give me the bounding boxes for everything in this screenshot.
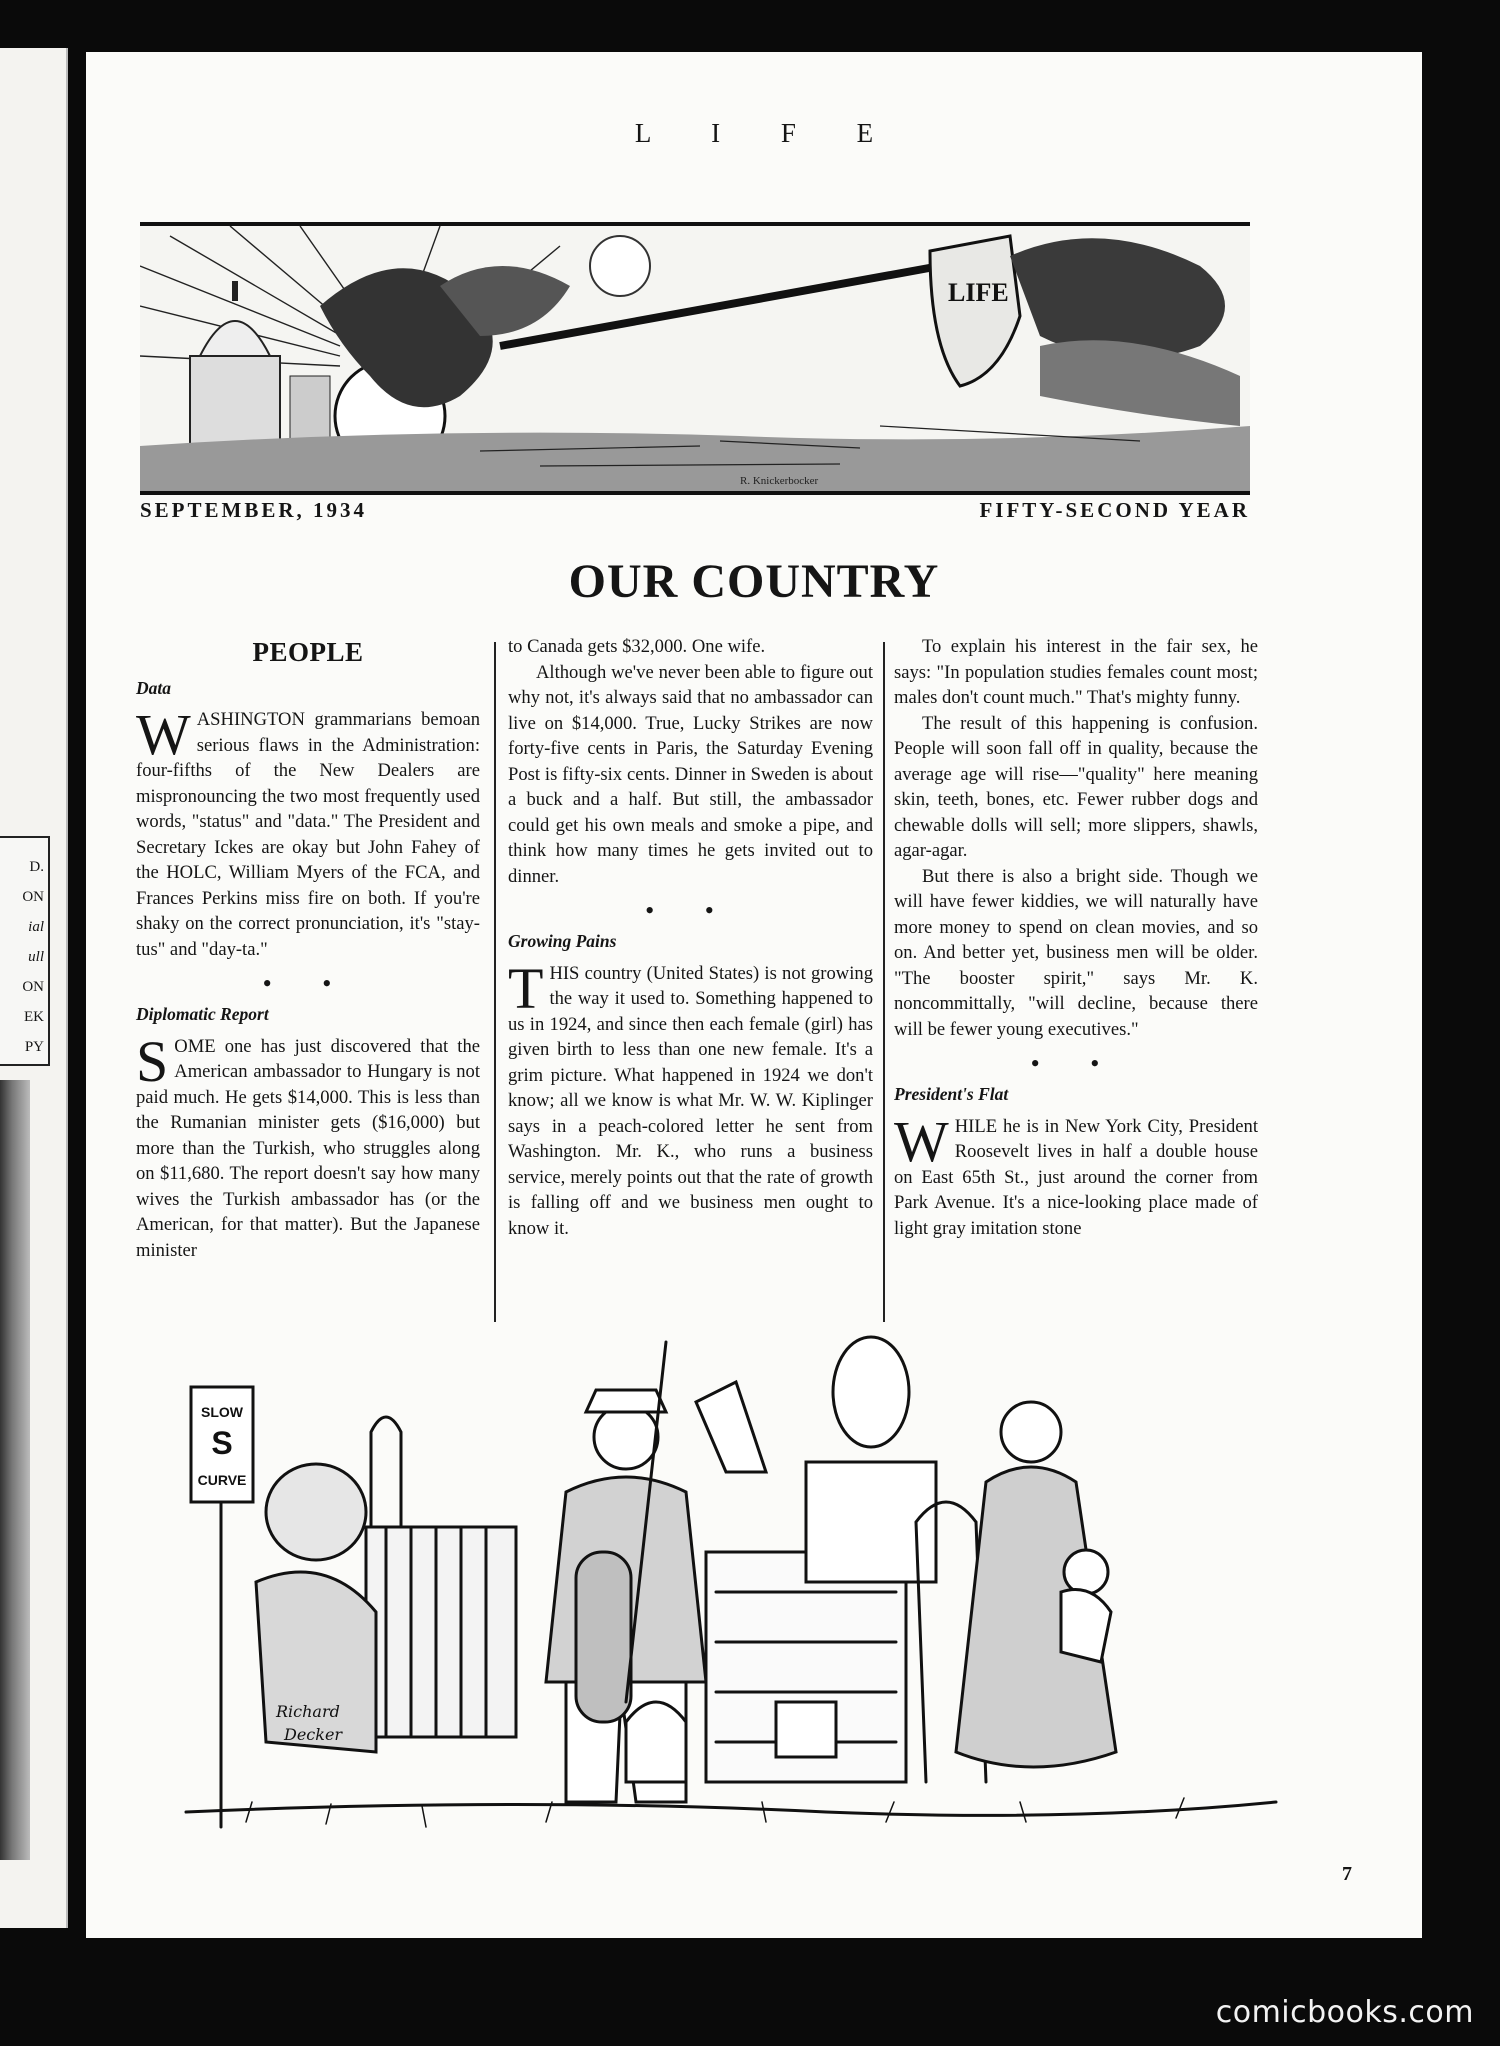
column-2 [508,634,873,1241]
issue-date: SEPTEMBER, 1934 [140,498,368,522]
artist-signature: Decker [284,1725,343,1744]
section-divider: • • [645,896,736,925]
fragment-text: ON [22,889,44,905]
fragment-text: ull [28,949,44,965]
column-rule [883,642,885,1322]
cartoon-illustration [126,1282,1346,1842]
article-paragraph [508,955,873,1242]
previous-page-photo [0,1080,30,1860]
paragraph-text: HILE he is in New York City, President Roosevelt lives in half a double house on East 65th St., just around the corner from Park Avenue. It's a nice-looking place made of light gray imitation stone [894,1115,1258,1239]
svg-text:LIFE: LIFE [948,278,1009,307]
sign-text: S [211,1425,233,1461]
drop-cap: W [136,702,191,767]
fragment-text: EK [24,1009,44,1025]
banner-illustration [140,222,1250,495]
section-divider: • • [1030,1049,1122,1078]
paragraph-text: HIS country (United States) is not growing the way it used to. Something happened to us in 1924, and since then each female (girl) has given birth to less than one new female. It's a grim picture. What happened in 1924 we don't know; all we know is what Mr. W. W. Kiplinger says in a peach-colored letter he sent from Washington. Mr. K., who runs a business service, merely points out that the rate of growth is falling off and we business men ought to know it. [508,962,873,1239]
column-3 [894,634,1258,1241]
paragraph-text: OME one has just discovered that the American ambassador to Hungary is not paid much. He gets $14,000. This is less than the Rumanian minister gets ($16,000) but more than the Turkish, who struggles along on $11,680. The report doesn't say how many wives the Turkish ambassador has (or the American, for that matter). But the Japanese minister [136,1035,480,1261]
masthead: L I F E [634,118,901,148]
paragraph-text: ASHINGTON grammarians bemoan serious flaws in the Administration: four-fifths of the New Dealers are mispronouncing the two most frequently used words, "status" and "data." The President and Secretary Ickes are okay but John Fahey of the HOLC, William Myers of the FCA, and Frances Perkins miss fire on both. If you're shaky on the correct pronunciation, it's "stay-tus" and "day-ta." [136,709,480,960]
subhead-diplomatic-report: Diplomatic Report [136,1004,269,1024]
article-paragraph: to Canada gets $32,000. One wife. [508,636,766,657]
article-paragraph [136,1028,480,1264]
fragment-text: ial [28,919,44,935]
sign-text: SLOW [201,1404,243,1420]
fragment-text: ON [22,979,44,995]
artist-signature: Richard [276,1702,340,1721]
column-heading: PEOPLE [252,637,364,667]
article-paragraph: The result of this happening is confusion. People will soon fall off in quality, because the average age will rise—"quality" here meaning skin, teeth, bones, etc. Fewer rubber dogs and chewable dolls will sell; more slippers, shawls, agar-agar. [894,712,1258,861]
page-number: 7 [1342,1863,1352,1885]
drop-cap: W [894,1108,949,1174]
fragment-text: D. [29,859,44,875]
previous-page-fragment [0,836,50,1066]
article-paragraph: But there is also a bright side. Though we will have fewer kiddies, we will naturally have more money to spend on clean movies, and so on. And better yet, business men will be older. "The booster spirit," says Mr. K. noncommittally, "will decline, because there will be fewer young executives." [894,865,1258,1040]
subhead-data: Data [136,677,171,698]
section-divider: • • [262,969,354,998]
watermark: comicbooks.com [1215,1995,1474,2030]
subhead-presidents-flat: President's Flat [894,1084,1009,1104]
volume-year: FIFTY-SECOND YEAR [979,498,1250,522]
section-title: OUR COUNTRY [568,555,940,608]
sign-text: CURVE [197,1472,247,1488]
column-1 [136,634,480,1263]
drop-cap: S [136,1028,169,1094]
subhead-growing-pains: Growing Pains [508,931,617,951]
drop-cap: T [508,955,544,1021]
column-rule [494,642,496,1322]
fragment-text: PY [24,1039,44,1055]
article-paragraph [894,1108,1258,1242]
magazine-page [86,52,1422,1938]
article-paragraph: To explain his interest in the fair sex, he says: "In population studies females count most; males don't count much." That's mighty funny. [894,636,1258,708]
article-paragraph [136,702,480,962]
article-paragraph: Although we've never been able to figure out why not, it's always said that no ambassador can live on $14,000. True, Lucky Strikes are now forty-five cents in Paris, the Saturday Evening Post is fifty-six cents. Dinner in Sweden is about a buck and a half. But still, the ambassador could get his own meals and smoke a pipe, and think how many times he gets invited out to dinner. [508,661,873,887]
banner-signature: R. Knickerbocker [740,475,819,487]
